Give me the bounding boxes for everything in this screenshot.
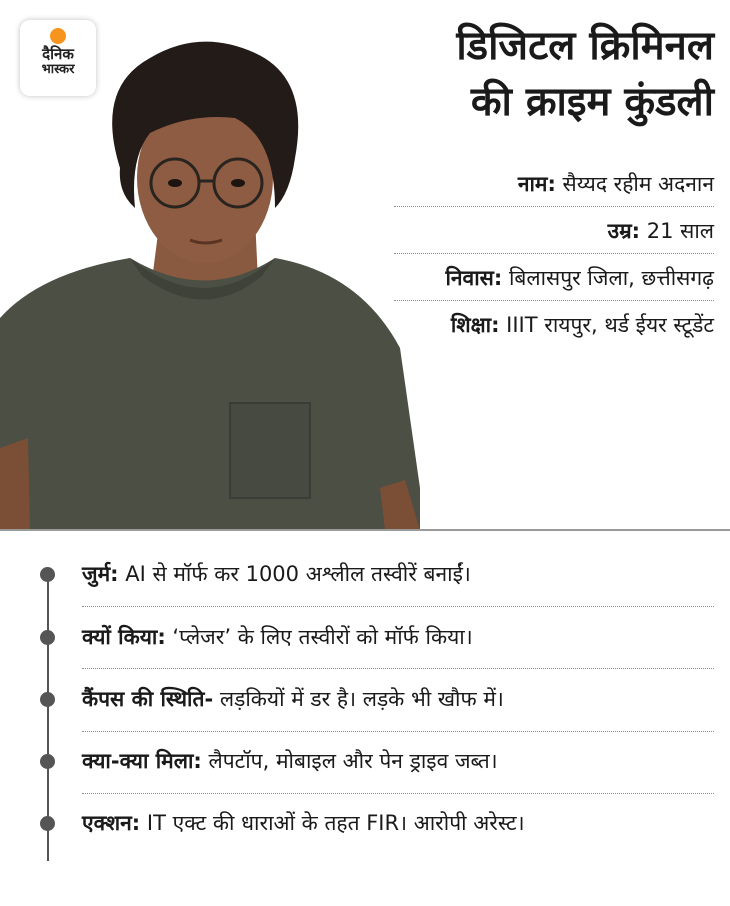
detail-campus <box>82 683 714 716</box>
dainik-bhaskar-logo <box>20 20 96 96</box>
sun-icon <box>50 28 66 44</box>
detail-label: क्या-क्या मिला: <box>82 749 202 773</box>
fact-value: बिलासपुर जिला, छत्तीसगढ़ <box>502 266 714 290</box>
fact-value: IIIT रायपुर, थर्ड ईयर स्टूडेंट <box>499 313 714 337</box>
detail-separator <box>82 731 714 732</box>
detail-separator <box>82 606 714 607</box>
fact-label: निवास: <box>445 266 503 290</box>
fact-value: 21 साल <box>640 219 714 243</box>
fact-value: सैय्यद रहीम अदनान <box>555 172 714 196</box>
bullet-dot-icon <box>40 630 55 645</box>
bullet-dot-icon <box>40 816 55 831</box>
detail-crime <box>82 558 714 591</box>
detail-separator <box>82 668 714 669</box>
details-section <box>0 531 730 906</box>
detail-value: AI से मॉर्फ कर 1000 अश्लील तस्वीरें बनाईं। <box>118 562 471 586</box>
fact-label: उम्र: <box>607 219 641 243</box>
detail-label: एक्शन: <box>82 811 141 835</box>
bullet-dot-icon <box>40 692 55 707</box>
logo-line-2: भास्कर <box>41 62 75 77</box>
detail-label: जुर्म: <box>82 562 119 586</box>
fact-age <box>394 215 714 254</box>
detail-action <box>82 807 714 840</box>
bullet-dot-icon <box>40 754 55 769</box>
logo-line-1: दैनिक <box>42 45 74 63</box>
title-line-2: की क्राइम कुंडली <box>470 79 714 125</box>
detail-value: लड़कियों में डर है। लड़के भी खौफ में। <box>213 687 504 711</box>
profile-facts <box>394 168 714 355</box>
detail-value: ‘प्लेजर’ के लिए तस्वीरों को मॉर्फ किया। <box>165 625 473 649</box>
fact-label: शिक्षा: <box>450 313 500 337</box>
detail-value: IT एक्ट की धाराओं के तहत FIR। आरोपी अरेस्ट। <box>140 811 525 835</box>
detail-value: लैपटॉप, मोबाइल और पेन ड्राइव जब्त। <box>201 749 498 773</box>
detail-label: कैंपस की स्थिति- <box>82 687 214 711</box>
fact-label: नाम: <box>517 172 556 196</box>
page-title <box>314 18 714 130</box>
fact-residence <box>394 262 714 301</box>
title-line-1: डिजिटल क्रिमिनल <box>456 23 714 69</box>
detail-label: क्यों किया: <box>82 625 166 649</box>
bullet-dot-icon <box>40 567 55 582</box>
detail-motive <box>82 621 714 654</box>
fact-education <box>394 309 714 347</box>
fact-name <box>394 168 714 207</box>
detail-seized <box>82 745 714 778</box>
detail-separator <box>82 793 714 794</box>
